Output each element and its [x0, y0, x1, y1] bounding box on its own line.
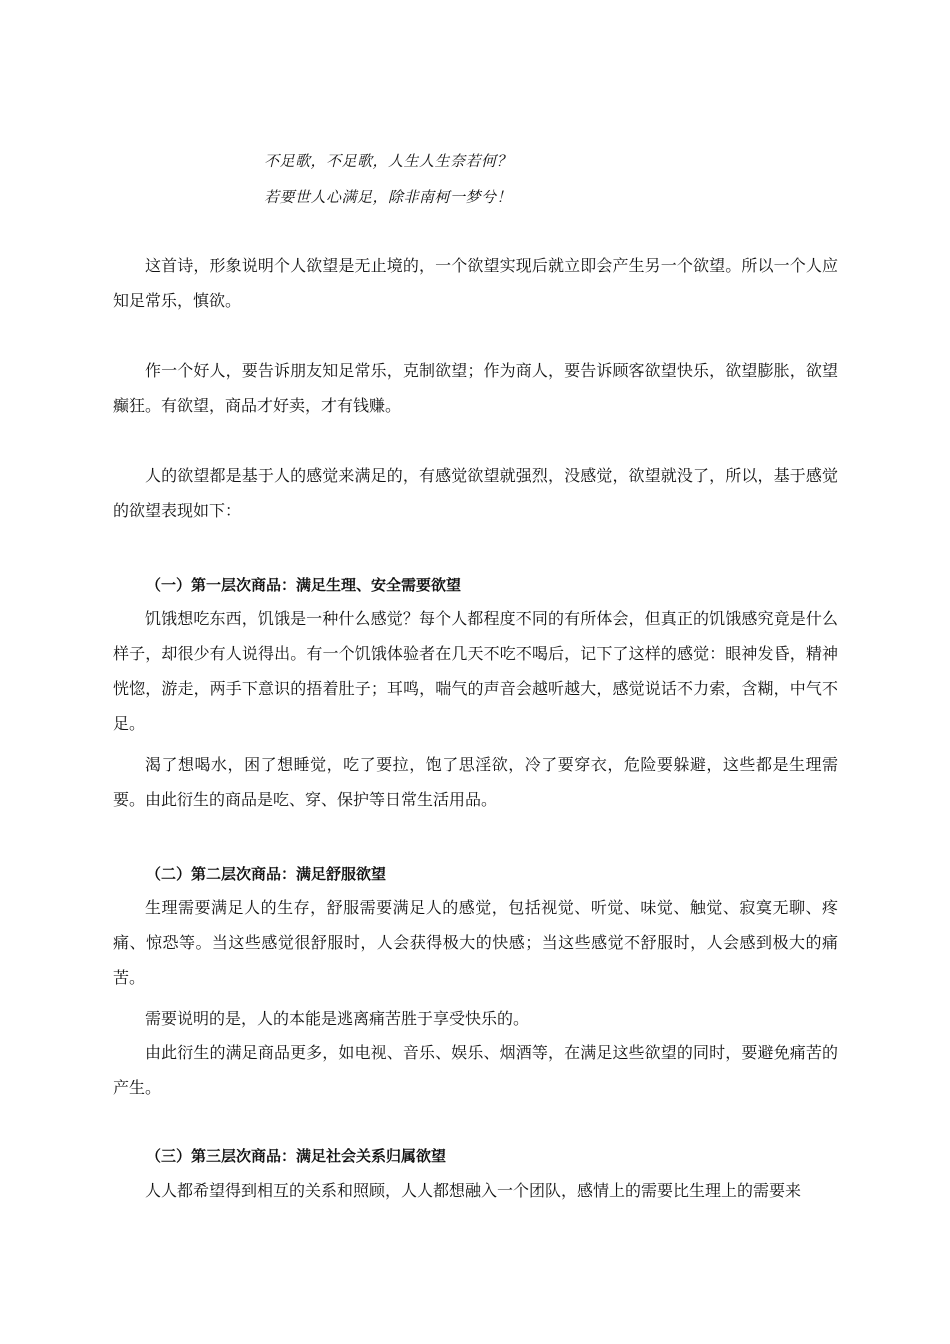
section-2-paragraph-1: 生理需要满足人的生存，舒服需要满足人的感觉，包括视觉、听觉、味觉、触觉、寂寞无聊、疼痛、惊恐等。当这些感觉很舒服时，人会获得极大的快感；当这些感觉不舒服时，人会感到极大的痛苦。: [113, 898, 838, 987]
section-3-paragraph-1: 人人都希望得到相互的关系和照顾，人人都想融入一个团队，感情上的需要比生理上的需要来: [145, 1181, 802, 1200]
poem-line-1: 不足歌，不足歌，人生人生奈若何？: [264, 152, 513, 170]
section-1-paragraph-2: 渴了想喝水，困了想睡觉，吃了要拉，饱了思淫欲，冷了要穿衣，危险要躲避，这些都是生理需要。由此衍生的商品是吃、穿、保护等日常生活用品。: [113, 755, 838, 809]
intro-paragraph-1: 这首诗，形象说明个人欲望是无止境的，一个欲望实现后就立即会产生另一个欲望。所以一个人应知足常乐，慎欲。: [113, 256, 838, 310]
section-2-heading: （二）第二层次商品：满足舒服欲望: [146, 865, 387, 883]
section-1-heading: （一）第一层次商品：满足生理、安全需要欲望: [146, 576, 462, 594]
poem-line-2: 若要世人心满足，除非南柯一梦兮！: [264, 188, 513, 206]
intro-paragraph-3: 人的欲望都是基于人的感觉来满足的，有感觉欲望就强烈，没感觉，欲望就没了，所以，基于感觉的欲望表现如下：: [113, 466, 838, 520]
section-1-paragraph-1: 饥饿想吃东西，饥饿是一种什么感觉？每个人都程度不同的有所体会，但真正的饥饿感究竟是什么样子，却很少有人说得出。有一个饥饿体验者在几天不吃不喝后，记下了这样的感觉：眼神发昏，精神恍惚，游走，两手下意识的捂着肚子；耳鸣，喘气的声音会越听越大，感觉说话不力索，含糊，中气不足。: [113, 609, 838, 733]
section-3-heading: （三）第三层次商品：满足社会关系归属欲望: [146, 1147, 447, 1165]
section-2-paragraph-3: 由此衍生的满足商品更多，如电视、音乐、娱乐、烟酒等，在满足这些欲望的同时，要避免痛苦的产生。: [113, 1043, 838, 1097]
section-2-paragraph-2: 需要说明的是，人的本能是逃离痛苦胜于享受快乐的。: [145, 1009, 530, 1028]
intro-paragraph-2: 作一个好人，要告诉朋友知足常乐，克制欲望；作为商人，要告诉顾客欲望快乐，欲望膨胀，欲望癫狂。有欲望，商品才好卖，才有钱赚。: [113, 361, 838, 415]
